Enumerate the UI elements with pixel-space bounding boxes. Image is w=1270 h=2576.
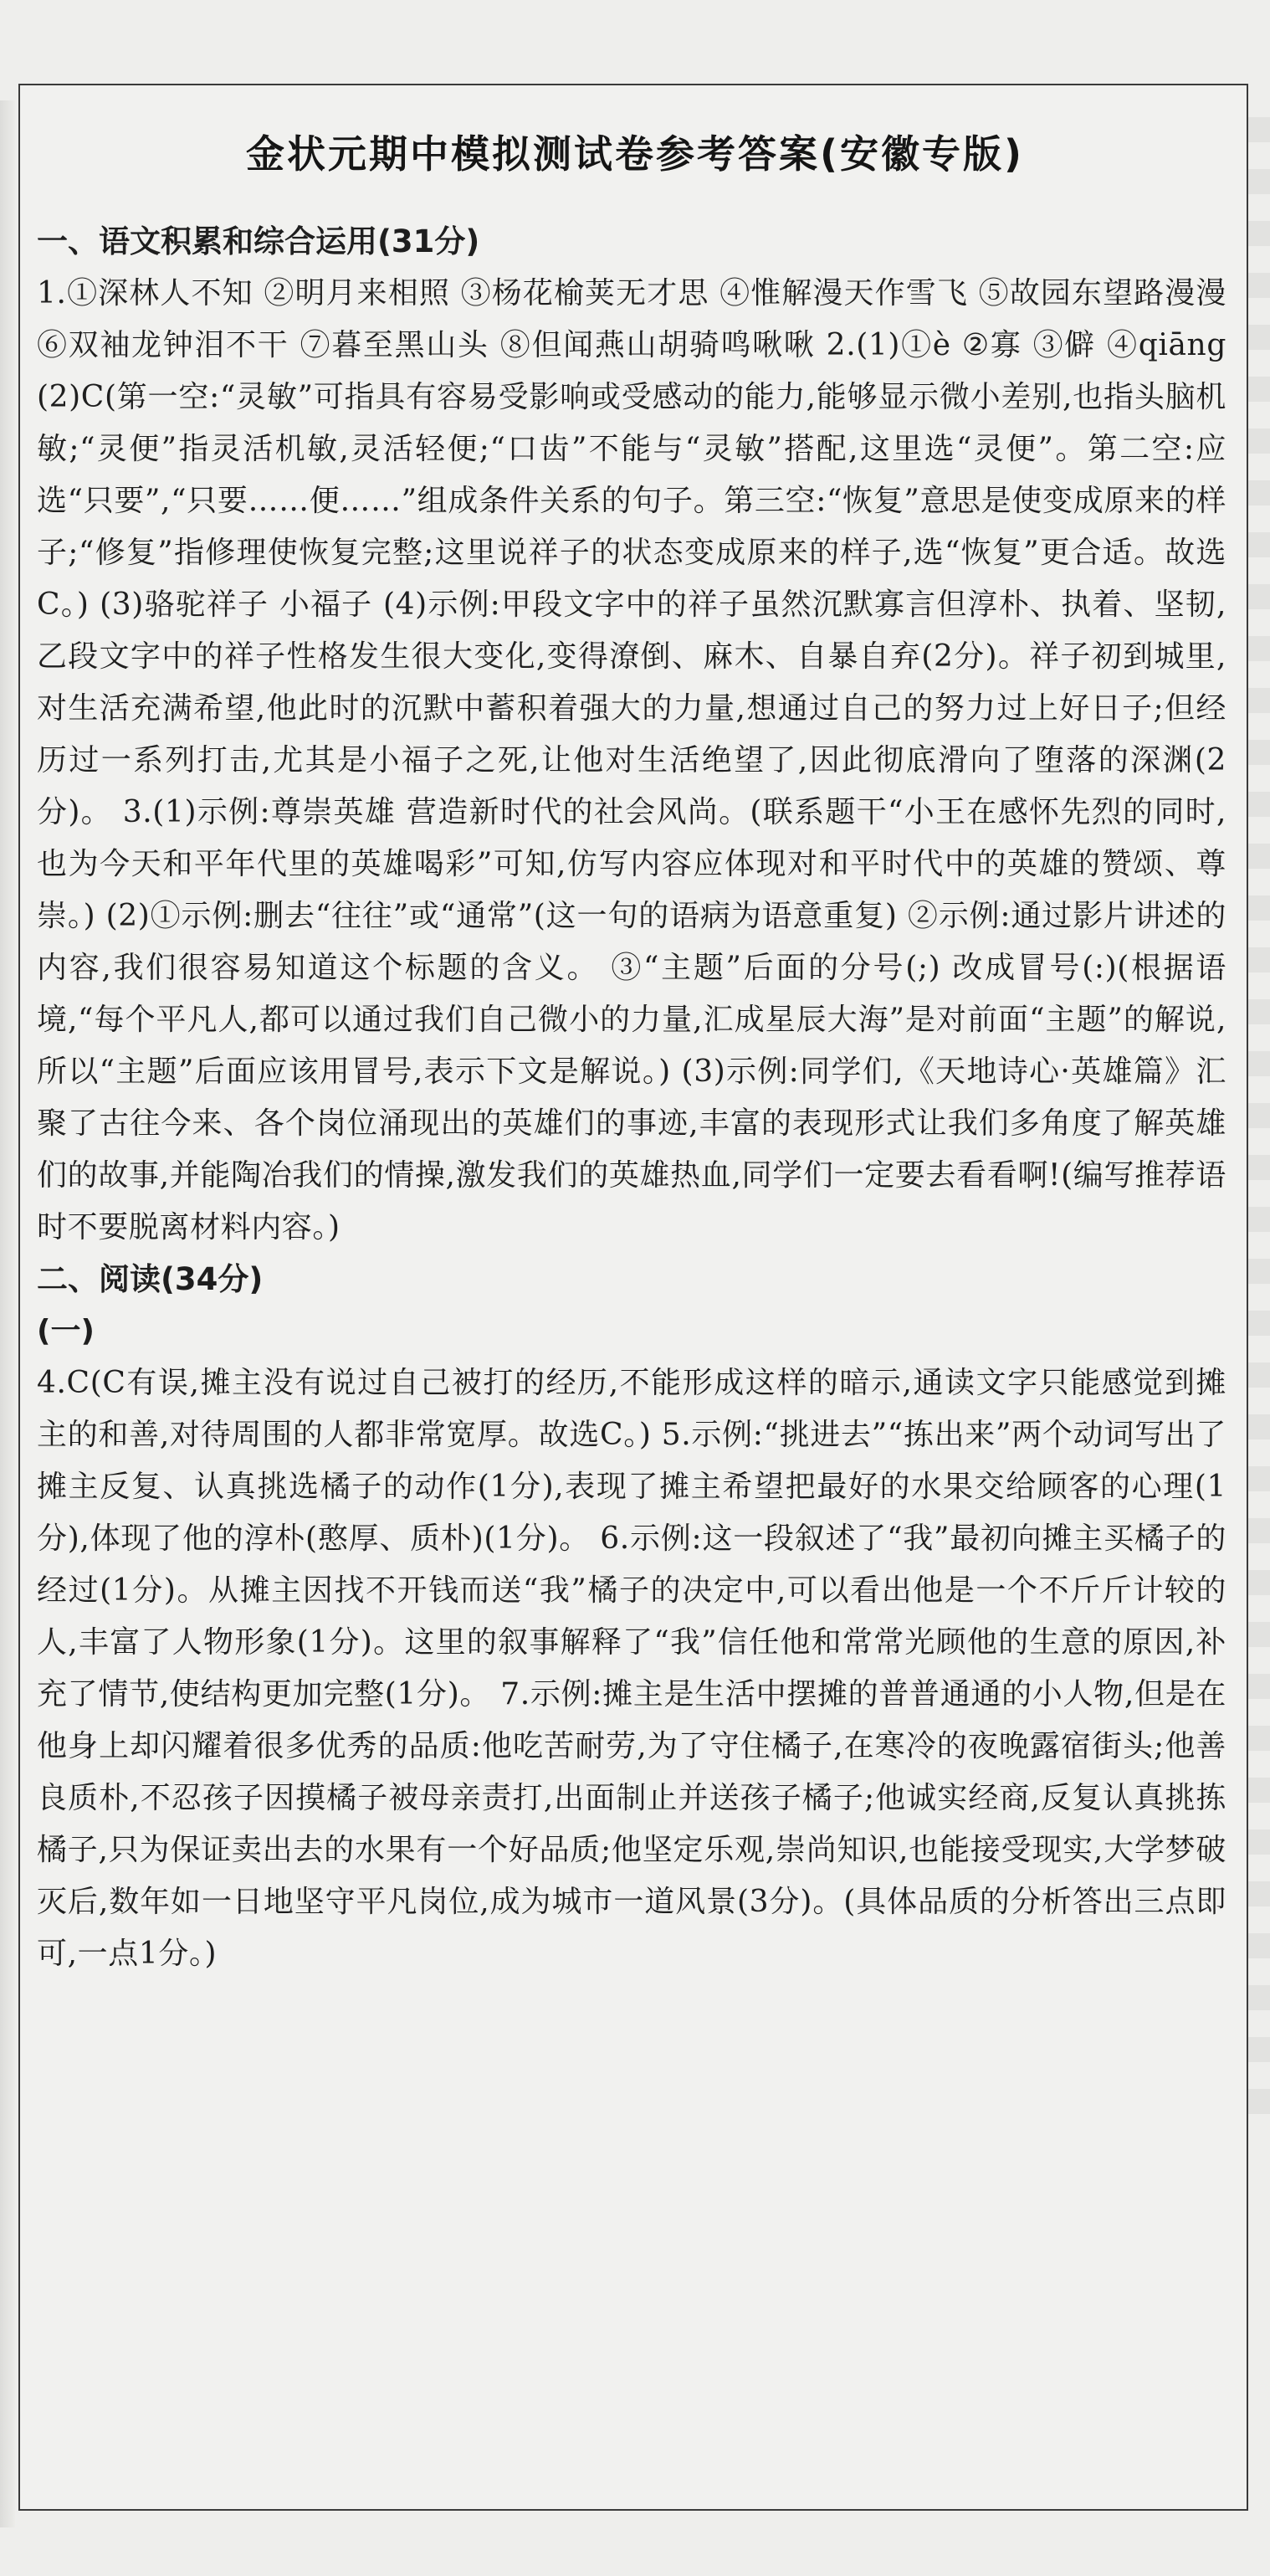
answer-paragraph: 1.①深林人不知 ②明月来相照 ③杨花榆荚无才思 ④惟解漫天作雪飞 ⑤故园东望路漫漫 ⑥双袖龙钟泪不干 ⑦暮至黑山头 ⑧但闻燕山胡骑鸣啾啾 2.(1)①è ②寡 ③僻 ④qiāng (2)C(第一空:“灵敏”可指具有容易受影响或受感动的能力,能够显示微小差别,也指头脑机敏;“灵便”指灵活机敏,灵活轻便;“口齿”不能与“灵敏”搭配,这里选“灵便”。第二空:应选“只要”,“只要……便……”组成条件关系的句子。第三空:“恢复”意思是使变成原来的样子;“修复”指修理使恢复完整;这里说祥子的状态变成原来的样子,选“恢复”更合适。故选C。) (3)骆驼祥子 小福子 (4)示例:甲段文字中的祥子虽然沉默寡言但淳朴、执着、坚韧,乙段文字中的祥子性格发生很大变化,变得潦倒、麻木、自暴自弃(2分)。祥子初到城里,对生活充满希望,他此时的沉默中蓄积着强大的力量,想通过自己的努力过上好日子;但经历过一系列打击,尤其是小福子之死,让他对生活绝望了,因此彻底滑向了堕落的深渊(2分)。 3.(1)示例:尊崇英雄 营造新时代的社会风尚。(联系题干“小王在感怀先烈的同时,也为今天和平年代里的英雄喝彩”可知,仿写内容应体现对和平时代中的英雄的赞颂、尊崇。) (2)①示例:删去“往往”或“通常”(这一句的语病为语意重复) ②示例:通过影片讲述的内容,我们很容易知道这个标题的含义。 ③“主题”后面的分号(;) 改成冒号(:)(根据语境,“每个平凡人,都可以通过我们自己微小的力量,汇成星辰大海”是对前面“主题”的解说,所以“主题”后面应该用冒号,表示下文是解说。) (3)示例:同学们,《天地诗心·英雄篇》汇聚了古往今来、各个岗位涌现出的英雄们的事迹,丰富的表现形式让我们多角度了解英雄们的故事,并能陶冶我们的情操,激发我们的英雄热血,同学们一定要去看看啊!(编写推荐语时不要脱离材料内容。) [37, 276, 1227, 1244]
section-reading [37, 1254, 1226, 1980]
scan-edge-shadow [0, 100, 15, 2527]
document-title: 金状元期中模拟测试卷参考答案(安徽专版) [245, 131, 1025, 177]
subsection-heading: (一) [37, 1314, 95, 1348]
section-heading: 一、语文积累和综合运用(31分) [37, 223, 480, 259]
answer-paragraph: 4.C(C有误,摊主没有说过自己被打的经历,不能形成这样的暗示,通读文字只能感觉到摊主的和善,对待周围的人都非常宽厚。故选C。) 5.示例:“挑进去”“拣出来”两个动词写出了摊主反复、认真挑选橘子的动作(1分),表现了摊主希望把最好的水果交给顾客的心理(1分),体现了他的淳朴(憨厚、质朴)(1分)。 6.示例:这一段叙述了“我”最初向摊主买橘子的经过(1分)。从摊主因找不开钱而送“我”橘子的决定中,可以看出他是一个不斤斤计较的人,丰富了人物形象(1分)。这里的叙事解释了“我”信任他和常常光顾他的生意的原因,补充了情节,使结构更加完整(1分)。 7.示例:摊主是生活中摆摊的普普通通的小人物,但是在他身上却闪耀着很多优秀的品质:他吃苦耐劳,为了守住橘子,在寒冷的夜晚露宿街头;他善良质朴,不忍孩子因摸橘子被母亲责打,出面制止并送孩子橘子;他诚实经商,反复认真挑拣橘子,只为保证卖出去的水果有一个好品质;他坚定乐观,崇尚知识,也能接受现实,大学梦破灭后,数年如一日地坚守平凡岗位,成为城市一道风景(3分)。(具体品质的分析答出三点即可,一点1分。) [37, 1366, 1226, 1971]
section-heading: 二、阅读(34分) [37, 1261, 264, 1297]
answer-content [37, 216, 1226, 1980]
section-chinese-accumulation [37, 216, 1226, 1254]
